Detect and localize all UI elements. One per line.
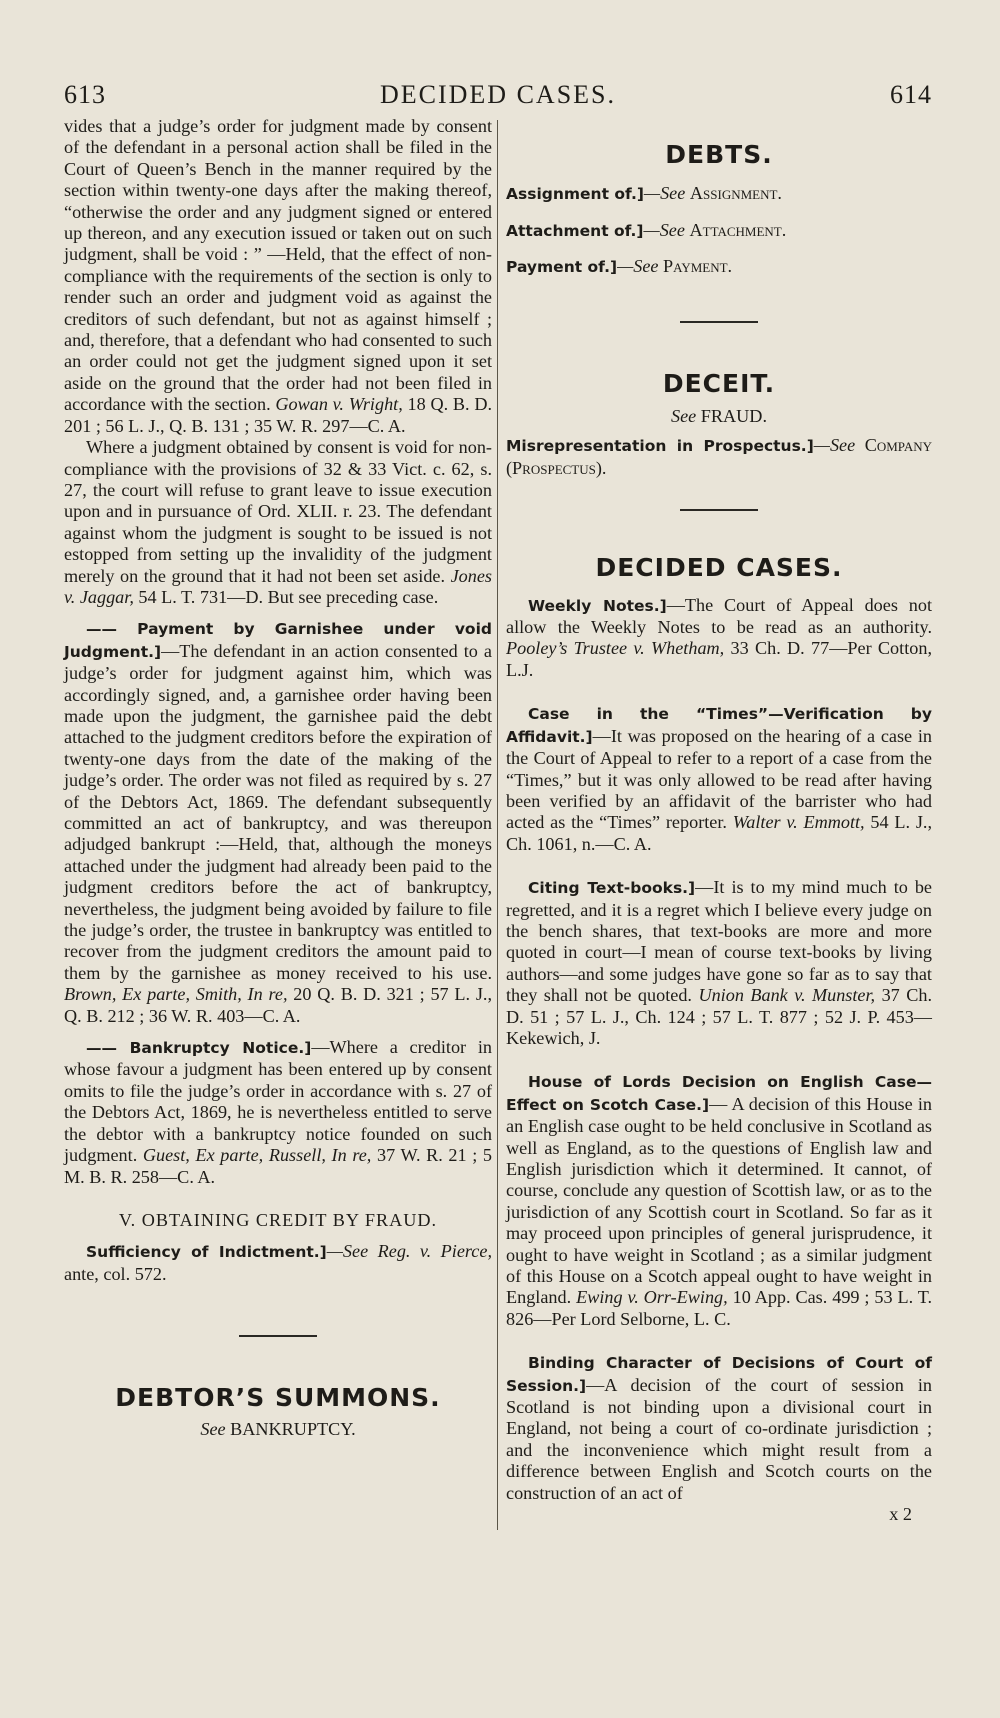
entry-heading: —— Bankruptcy Notice.] — [86, 1039, 312, 1058]
entry-heading: Sufficiency of Indictment.] — [86, 1243, 327, 1262]
entry-heading: Case in the “Times”—Verification by Affidavit.] — [506, 705, 932, 746]
title-decided-cases: DECIDED CASES. — [595, 553, 843, 583]
paragraph-bankruptcy-notice: —— Bankruptcy Notice.]—Where a creditor in whose favour a judgment has been entered up by consent omits to file the judge’s order in accordance with s. 27 of the Debtors Act, 1869, he is nevertheless entitled to serve the debtor with a bankruptcy notice founded on such judgment. Guest, Ex parte, Russell, In re, 37 W. R. 21 ; 5 M. B. R. 258—C. A. — [64, 1037, 492, 1187]
entry-misrepresentation: Misrepresentation in Prospectus.]—See Company (Prospectus). — [506, 435, 932, 478]
case-name: Jones v. Jaggar, — [64, 565, 492, 607]
paragraph-indictment: Sufficiency of Indictment.]—See Reg. v. Pierce, ante, col. 572. — [64, 1241, 492, 1284]
running-title: DECIDED CASES. — [379, 80, 616, 109]
citation: 10 App. Cas. 499 ; 53 L. T. 826—Per Lord Selborne, L. C. — [506, 1287, 933, 1329]
left-page-number: 613 — [64, 80, 106, 109]
case-name: Reg. v. Pierce, — [377, 1241, 492, 1262]
case-name: Gowan v. Wright, — [275, 394, 403, 415]
entry-heading: Binding Character of Decisions of Court of Session.] — [506, 1354, 932, 1395]
right-column — [506, 116, 932, 1526]
title-debts: DEBTS. — [665, 140, 773, 169]
case-name: Union Bank v. Munster, — [698, 985, 876, 1006]
column-divider — [497, 120, 498, 1530]
page-header — [64, 80, 932, 116]
citation: ante, col. 572. — [64, 1263, 167, 1284]
entry-heading: —— Payment by Garnishee under void Judgment.] — [64, 620, 492, 661]
entry-heading: Citing Text-books.] — [528, 879, 696, 898]
case-name: Walter v. Emmott, — [732, 812, 865, 833]
cross-reference: See BANKRUPTCY. — [200, 1418, 356, 1439]
left-column — [64, 116, 492, 1440]
paragraph-weekly-notes: Weekly Notes.]—The Court of Appeal does not allow the Weekly Notes to be read as an authority. Pooley’s Trustee v. Whetham, 33 Ch. D. 77—Per Cotton, L.J. — [506, 594, 932, 680]
case-name: Ewing v. Orr-Ewing, — [576, 1287, 728, 1308]
section-heading: V. OBTAINING CREDIT BY FRAUD. — [118, 1209, 438, 1230]
citation: 18 Q. B. D. 201 ; 56 L. J., Q. B. 131 ; 35 W. R. 297—C. A. — [64, 394, 493, 436]
title-deceit: DECEIT. — [662, 368, 776, 398]
entry-assignment: Assignment of.]—See Assignment. — [506, 183, 782, 204]
citation: 37 W. R. 21 ; 5 M. B. R. 258—C. A. — [64, 1145, 492, 1187]
case-name: Guest, Ex parte, Russell, In re, — [142, 1145, 372, 1166]
entry-attachment: Attachment of.]—See Attachment. — [506, 219, 787, 240]
citation: 20 Q. B. D. 321 ; 57 L. J., Q. B. 212 ; 36 W. R. 403—C. A. — [64, 984, 493, 1026]
paragraph-consent-order: vides that a judge’s order for judgment made by consent of the defendant in a personal action shall be filed in the Court of Queen’s Bench in the manner required by the section within twenty-one days after the making thereof, “otherwise the order and any judgment signed or entered up thereon, and any execution issued or taken out on such judgment, shall be void : ” —Held, that the effect of non-compliance with the requirements of the section is only to render such an order and judgment void as against the creditors of such defendant, but not as against himself ; and, therefore, that a defendant who had consented to such an order could not get the judgment signed upon it set aside on the ground that the order had not been filed in accordance with the section. Gowan v. Wright, 18 Q. B. D. 201 ; 56 L. J., Q. B. 131 ; 35 W. R. 297—C. A. — [64, 116, 493, 436]
case-name: Pooley’s Trustee v. Whetham, — [506, 638, 725, 659]
paragraph-court-of-session: Binding Character of Decisions of Court of Session.]—A decision of the court of session in Scotland is not binding upon a divisional court in England, not being a court of co-ordinate jurisdiction ; and the inconvenience which might result from a difference between English and Scotch courts on the construction of an act of — [506, 1354, 932, 1503]
right-page-number: 614 — [890, 80, 932, 109]
citation: 54 L. T. 731—D. But see preceding case. — [138, 586, 439, 607]
paragraph-garnishee: —— Payment by Garnishee under void Judgment.]—The defendant in an action consented to a judge’s order for judgment against him, which was accordingly signed, and, a garnishee order having been made upon the judgment, the garnishee paid the debt attached to the judgment creditors before the expiration of twenty-one days from the date of the making of the judge’s order. The order was not filed as required by s. 27 of the Debtors Act, 1869. The defendant subsequently committed an act of bankruptcy, and was thereupon adjudged bankrupt :—Held, that, although the moneys attached under the judgment had already been paid to the judgment creditors before the act of bankruptcy, nevertheless, the judgment being avoided by failure to file the judge’s order, the trustee in bankruptcy was entitled to recover from the judgment creditors the amount paid to them by the garnishee as money received to his use. Brown, Ex parte, Smith, In re, 20 Q. B. D. 321 ; 57 L. J., Q. B. 212 ; 36 W. R. 403—C. A. — [64, 620, 493, 1026]
case-name: Brown, Ex parte, Smith, In re, — [64, 984, 288, 1005]
title-debtors-summons: DEBTOR’S SUMMONS. — [115, 1383, 441, 1413]
citation: 33 Ch. D. 77—Per Cotton, L.J. — [506, 638, 932, 680]
entry-heading: Weekly Notes.] — [528, 596, 667, 615]
cross-reference: See FRAUD. — [671, 406, 767, 427]
entry-payment: Payment of.]—See Payment. — [506, 256, 733, 277]
entry-heading: House of Lords Decision on English Case—Effect on Scotch Case.] — [506, 1073, 932, 1114]
paragraph-text-books: Citing Text-books.]—It is to my mind much to be regretted, and it is a regret which I believe every judge on the bench shares, that text-books are more and more quoted in court—I mean of course text-books by living authors—and some judges have gone so far as to say that they shall not be quoted. Union Bank v. Munster, 37 Ch. D. 51 ; 57 L. J., Ch. 124 ; 57 L. T. 877 ; 52 J. P. 453—Kekewich, J. — [506, 877, 933, 1048]
paragraph-house-of-lords: House of Lords Decision on English Case—Effect on Scotch Case.]— A decision of this House in an English case ought to be held conclusive in Scotland as well as England, as to the questions of English law and English jurisdiction which it determined. It cannot, of course, conclude any question of Scottish law, or as to the jurisdiction of any Scottish court in Scotland. So far as it may proceed upon principles of general jurisprudence, it ought to have weight in Scotland ; as a similar judgment of this House on a Scotch appeal ought to have weight in England. Ewing v. Orr-Ewing, 10 App. Cas. 499 ; 53 L. T. 826—Per Lord Selborne, L. C. — [506, 1073, 933, 1329]
citation: 37 Ch. D. 51 ; 57 L. J., Ch. 124 ; 57 L. T. 877 ; 52 J. P. 453—Kekewich, J. — [506, 985, 933, 1048]
citation: 54 L. J., Ch. 1061, n.—C. A. — [506, 812, 933, 854]
paragraph-void-judgment: Where a judgment obtained by consent is void for non-compliance with the provisions of 32 & 33 Vict. c. 62, s. 27, the court will refuse to grant leave to issue execution upon and in pursuance of Ord. XLII. r. 23. The defendant against whom the judgment is sought to be issued is not estopped from setting up the invalidity of the judgment merely on the ground that it had not been set aside. Jones v. Jaggar, 54 L. T. 731—D. But see preceding case. — [64, 437, 492, 607]
signature-mark: x 2 — [889, 1504, 912, 1525]
paragraph-times: Case in the “Times”—Verification by Affidavit.]—It was proposed on the hearing of a case in the Court of Appeal to refer to a report of a case from the “Times,” but it was only allowed to be read after having been verified by an affidavit of the barrister who had acted as the “Times” reporter. Walter v. Emmott, 54 L. J., Ch. 1061, n.—C. A. — [506, 705, 933, 854]
